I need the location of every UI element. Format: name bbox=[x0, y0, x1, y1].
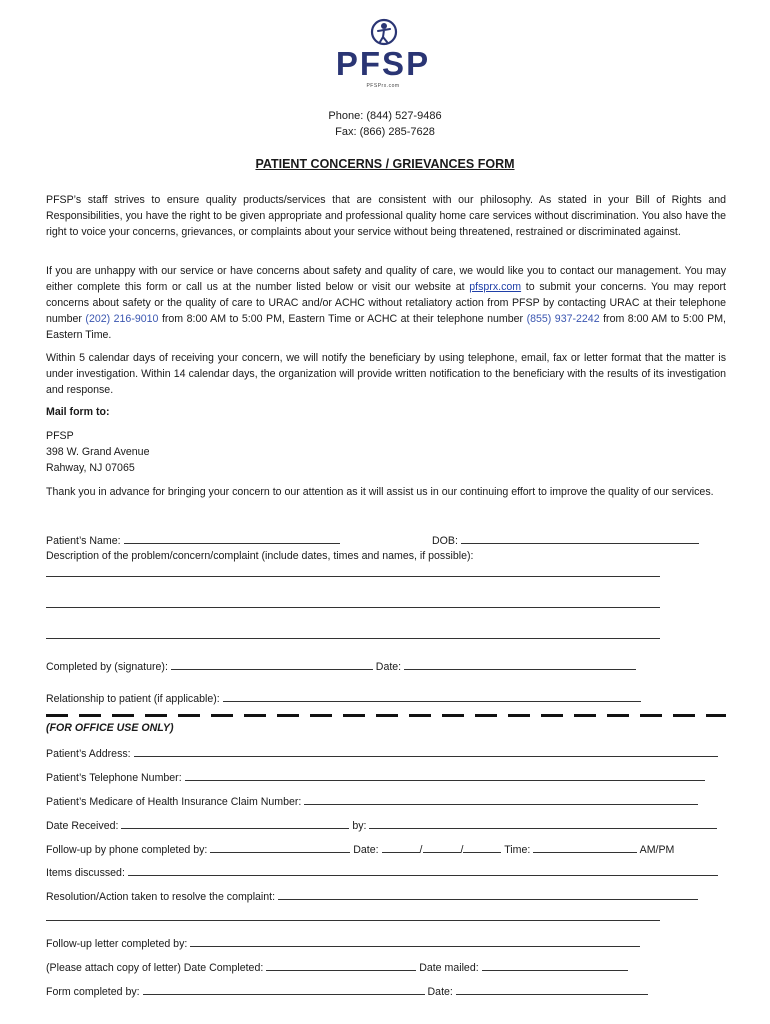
followup-letter-input[interactable] bbox=[190, 936, 640, 947]
completed-by-input[interactable] bbox=[171, 659, 373, 670]
mail-city: Rahway, NJ 07065 bbox=[46, 462, 135, 474]
logo-figure-icon bbox=[370, 18, 398, 46]
followup-phone-field: Follow-up by phone completed by: Date: / / Time: AM/PM bbox=[46, 844, 675, 856]
address-field: Patient’s Address: bbox=[46, 746, 718, 762]
items-discussed-input[interactable] bbox=[128, 865, 718, 876]
form-completed-date-input[interactable] bbox=[456, 984, 648, 995]
followup-time-input[interactable] bbox=[533, 842, 637, 853]
telephone-field: Patient’s Telephone Number: bbox=[46, 770, 705, 786]
logo-wordmark: PFSP bbox=[335, 45, 431, 82]
address-input[interactable] bbox=[134, 746, 718, 757]
website-link[interactable]: pfsprx.com bbox=[469, 281, 522, 293]
contact-paragraph: If you are unhappy with our service or have concerns about safety and quality of care, we would like you to contact our management. You may either complete this form or call us at the number listed below or visit our website at pfsprx.com to submit your concerns. You may report concerns about safety or the quality of care to URAC and/or ACHC without retaliatory action from PFSP by contacting URAC at their telephone number (202) 216-9010 from 8:00 AM to 5:00 PM, Eastern Time or ACHC at their telephone number (855) 937-2242 from 8:00 AM to 5:00 PM, Eastern Time. bbox=[46, 265, 726, 341]
telephone-input[interactable] bbox=[185, 770, 705, 781]
patient-name-input[interactable] bbox=[124, 533, 340, 544]
mail-street: 398 W. Grand Avenue bbox=[46, 446, 150, 458]
medicare-input[interactable] bbox=[304, 794, 698, 805]
relationship-input[interactable] bbox=[223, 691, 641, 702]
form-title: PATIENT CONCERNS / GRIEVANCES FORM bbox=[255, 157, 515, 171]
office-divider bbox=[46, 714, 726, 717]
mail-heading: Mail form to: bbox=[46, 406, 110, 418]
relationship-field: Relationship to patient (if applicable): bbox=[46, 691, 641, 707]
attach-letter-field: (Please attach copy of letter) Date Completed: Date mailed: bbox=[46, 960, 628, 976]
description-line-1[interactable] bbox=[46, 576, 660, 577]
date-completed-input[interactable] bbox=[266, 960, 416, 971]
urac-phone: (202) 216-9010 bbox=[85, 313, 159, 325]
followup-month-input[interactable] bbox=[382, 842, 420, 853]
description-line-3[interactable] bbox=[46, 638, 660, 639]
date-mailed-input[interactable] bbox=[482, 960, 628, 971]
items-discussed-field: Items discussed: bbox=[46, 865, 718, 881]
pfsp-logo bbox=[326, 16, 440, 92]
phone-line: Phone: (844) 527-9486 bbox=[328, 110, 442, 122]
description-label: Description of the problem/concern/complaint (include dates, times and names, if possible): bbox=[46, 550, 474, 562]
date-received-field: Date Received: by: bbox=[46, 818, 717, 834]
followup-phone-input[interactable] bbox=[210, 842, 350, 853]
patient-name-field: Patient’s Name: bbox=[46, 533, 340, 549]
resolution-input[interactable] bbox=[278, 889, 698, 900]
form-completed-field: Form completed by: Date: bbox=[46, 984, 648, 1000]
followup-letter-field: Follow-up letter completed by: bbox=[46, 936, 640, 952]
office-use-heading: (FOR OFFICE USE ONLY) bbox=[46, 722, 174, 734]
description-line-2[interactable] bbox=[46, 607, 660, 608]
followup-year-input[interactable] bbox=[463, 842, 501, 853]
resolution-field: Resolution/Action taken to resolve the complaint: bbox=[46, 889, 698, 905]
fax-line: Fax: (866) 285-7628 bbox=[335, 126, 435, 138]
intro-paragraph: PFSP’s staff strives to ensure quality products/services that are consistent with our philosophy. As stated in your Bill of Rights and Responsibilities, you have the right to be given appropriate and professional quality home care services without discrimination. You also have the right to voice your concerns, grievances, or complaints about your service without being threatened, restrained or discriminated against. bbox=[46, 194, 726, 238]
achc-phone: (855) 937-2242 bbox=[526, 313, 600, 325]
date-received-input[interactable] bbox=[121, 818, 349, 829]
form-completed-input[interactable] bbox=[143, 984, 425, 995]
completed-by-field: Completed by (signature): Date: bbox=[46, 659, 636, 675]
followup-day-input[interactable] bbox=[423, 842, 461, 853]
resolution-line-2[interactable] bbox=[46, 920, 660, 921]
dob-input[interactable] bbox=[461, 533, 699, 544]
mail-name: PFSP bbox=[46, 430, 74, 442]
dob-field: DOB: bbox=[432, 533, 699, 549]
logo-tagline: PFSPrx.com bbox=[366, 83, 400, 89]
thanks-paragraph: Thank you in advance for bringing your concern to our attention as it will assist us in our continuing effort to improve the quality of our services. bbox=[46, 486, 714, 498]
notice-paragraph: Within 5 calendar days of receiving your concern, we will notify the beneficiary by using telephone, email, fax or letter format that the matter is under investigation. Within 14 calendar days, the organization will provide written notification to the beneficiary with the results of its investigation and response. bbox=[46, 352, 726, 396]
medicare-field: Patient’s Medicare of Health Insurance Claim Number: bbox=[46, 794, 698, 810]
completed-date-input[interactable] bbox=[404, 659, 636, 670]
received-by-input[interactable] bbox=[369, 818, 717, 829]
